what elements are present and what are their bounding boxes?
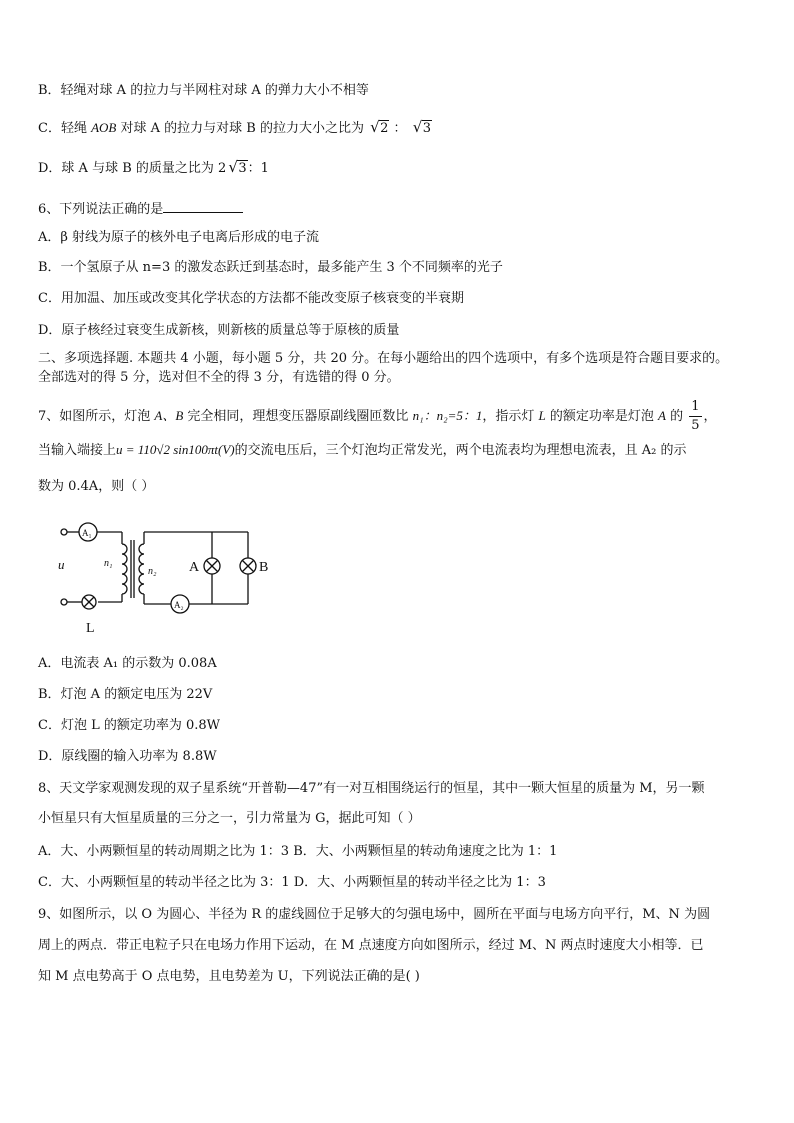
q7-option-d: D．原线圈的输入功率为 8.8W	[38, 749, 217, 764]
q7-l1-e: 的	[665, 409, 684, 424]
label-lamp-b: B	[259, 560, 269, 575]
q5-c-aob: AOB	[91, 120, 117, 135]
q7-l2-a: 当输入端接上	[38, 443, 117, 458]
q7-l1-A: A	[658, 408, 666, 423]
answer-blank	[163, 200, 243, 213]
q7-l1-a: 7、如图所示，灯泡	[38, 409, 155, 424]
q6-stem-text: 6、下列说法正确的是	[38, 202, 164, 217]
q7-ratio: n₁：n₂=5：1	[412, 408, 483, 423]
q5-d-prefix: D．球 A 与球 B 的质量之比为 2	[38, 161, 227, 176]
q7-line1	[38, 398, 717, 435]
q8-line2: 小恒星只有大恒星质量的三分之一，引力常量为 G，据此可知（ ）	[38, 811, 421, 826]
sqrt-3-d-arg: 3	[238, 161, 247, 176]
q5-c-mid: 对球 A 的拉力与对球 B 的拉力大小之比为	[116, 121, 364, 136]
q7-option-b: B．灯泡 A 的额定电压为 22V	[38, 687, 213, 702]
q7-l1-d: 的额定功率是灯泡	[545, 409, 659, 424]
q6-stem	[38, 200, 243, 219]
fraction-one-fifth	[689, 398, 701, 435]
label-n1: n₁	[104, 558, 113, 569]
sqrt-3-arg: 3	[422, 121, 431, 136]
q7-l1-ab: A、B	[154, 408, 184, 423]
q5-option-d	[38, 160, 269, 178]
q7-l2-b: 的交流电压后，三个灯泡均正常发光，两个电流表均为理想电流表，且 A₂ 的示	[234, 443, 687, 458]
q7-l1-c: ，指示灯	[482, 409, 539, 424]
q8-options-ab: A．大、小两颗恒星的转动周期之比为 1：3 B．大、小两颗恒星的转动角速度之比为 1：1	[38, 844, 558, 859]
label-a2: A₂	[174, 600, 184, 610]
label-lamp-a: A	[189, 560, 200, 575]
transformer-circuit-diagram	[52, 512, 292, 640]
label-u: u	[58, 557, 65, 572]
frac-num: 1	[689, 398, 701, 417]
q7-l1-b: 完全相同，理想变压器原副线圈匝数比	[183, 409, 413, 424]
label-n2: n₂	[148, 566, 157, 577]
q5-option-b: B．轻绳对球 A 的拉力与半网柱对球 A 的弹力大小不相等	[38, 83, 369, 98]
q7-line3: 数为 0.4A，则（ ）	[38, 479, 155, 494]
q6-option-d: D．原子核经过衰变生成新核，则新核的质量总等于原核的质量	[38, 323, 400, 338]
q5-d-post: ：1	[247, 161, 269, 176]
q8-line1: 8、天文学家观测发现的双子星系统“开普勒—47”有一对互相围绕运行的恒星，其中一颗大恒星的质量为 M，另一颗	[38, 781, 705, 796]
label-a1: A₁	[82, 528, 92, 538]
q6-option-c: C．用加温、加压或改变其化学状态的方法都不能改变原子核衰变的半衰期	[38, 291, 464, 306]
frac-den: 5	[691, 418, 700, 433]
sqrt-2-arg: 2	[380, 121, 389, 136]
q7-l1-f: ，	[703, 409, 717, 424]
q5-c-prefix: C．轻绳	[38, 121, 92, 136]
q7-voltage-formula: u = 110√2 sin100πt(V)	[116, 442, 235, 457]
q5-c-sep: ：	[393, 121, 407, 136]
q7-l1-L: L	[538, 408, 546, 423]
q7-option-a: A．电流表 A₁ 的示数为 0.08A	[38, 656, 217, 671]
q9-line3: 知 M 点电势高于 O 点电势，且电势差为 U，下列说法正确的是( )	[38, 969, 420, 984]
q6-option-b: B．一个氢原子从 n=3 的激发态跃迁到基态时，最多能产生 3 个不同频率的光子	[38, 260, 503, 275]
q5-option-c	[38, 119, 432, 138]
section2-line2: 全部选对的得 5 分，选对但不全的得 3 分，有选错的得 0 分。	[38, 370, 400, 385]
section2-line1: 二、多项选择题. 本题共 4 小题，每小题 5 分，共 20 分。在每小题给出的四个选项中，有多个选项是符合题目要求的。	[38, 351, 729, 366]
sqrt-2: √ 2	[370, 118, 389, 136]
input-terminal-bottom	[61, 599, 67, 605]
q6-option-a: A．β 射线为原子的核外电子电离后形成的电子流	[38, 230, 320, 245]
primary-coil	[122, 544, 127, 594]
q9-line1: 9、如图所示，以 O 为圆心、半径为 R 的虚线圆位于足够大的匀强电场中，圆所在平面与电场方向平行，M、N 为圆	[38, 907, 711, 922]
q9-line2: 周上的两点．带正电粒子只在电场力作用下运动，在 M 点速度方向如图所示，经过 M、N 两点时速度大小相等．已	[38, 938, 704, 953]
sqrt-3-d: √ 3	[228, 158, 247, 176]
q7-option-c: C．灯泡 L 的额定功率为 0.8W	[38, 718, 221, 733]
q7-line2	[38, 441, 686, 460]
label-lamp-l: L	[86, 621, 95, 636]
input-terminal-top	[61, 529, 67, 535]
sqrt-3: √ 3	[412, 118, 431, 136]
q8-options-cd: C．大、小两颗恒星的转动半径之比为 3：1 D．大、小两颗恒星的转动半径之比为 1：3	[38, 875, 546, 890]
secondary-coil	[139, 544, 144, 594]
